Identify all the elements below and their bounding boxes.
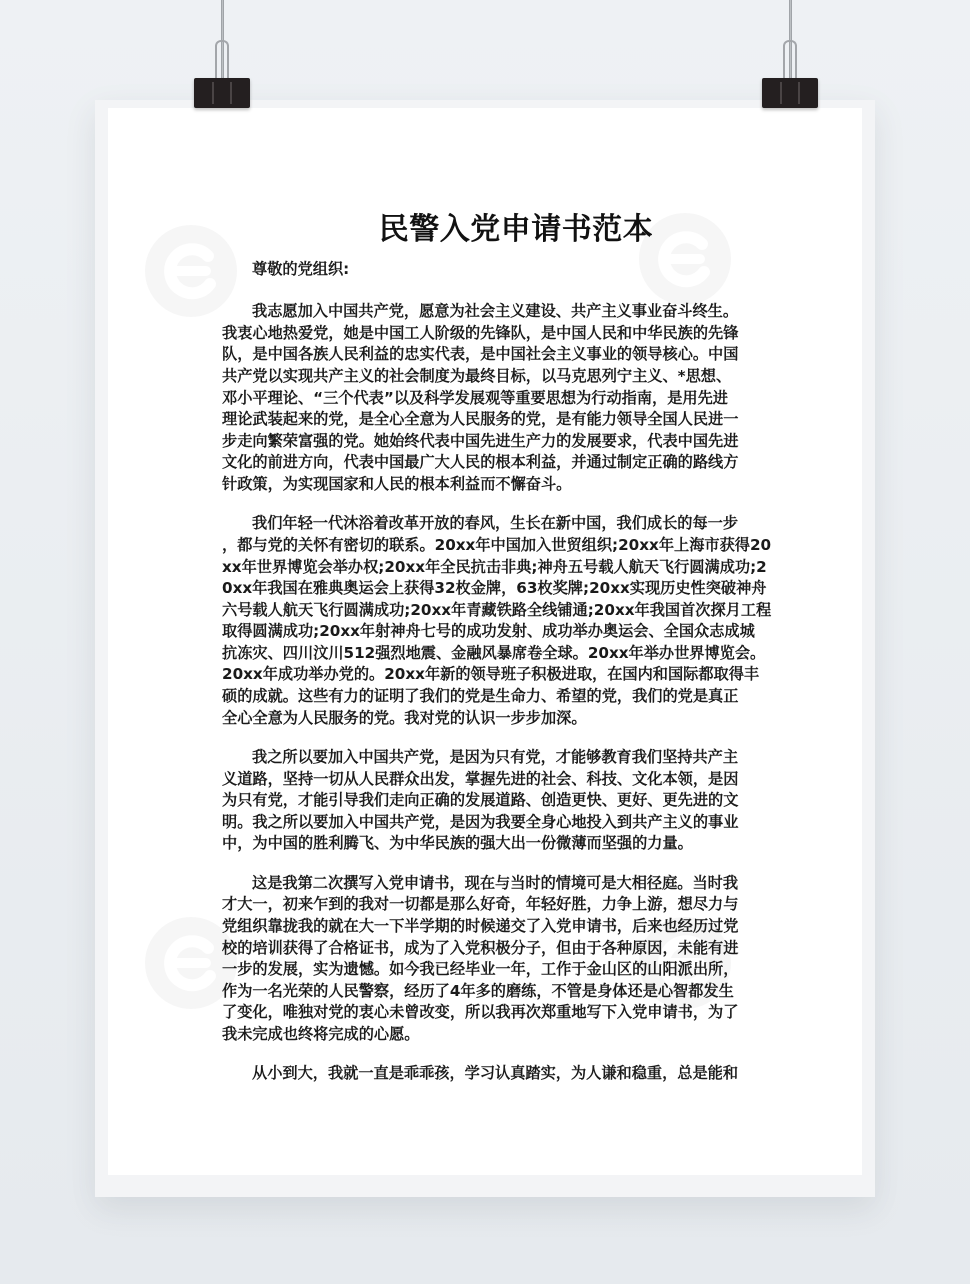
text-line: 我们年轻一代沐浴着改革开放的春风，生长在新中国，我们成长的每一步 (252, 514, 738, 533)
text-line: 针政策，为实现国家和人民的根本利益而不懈奋斗。 (222, 474, 572, 493)
text-line: 抗冻灾、四川汶川512强烈地震、金融风暴席卷全球。20xx年举办世界博览会。 (222, 643, 766, 662)
salutation: 尊敬的党组织: (252, 260, 350, 278)
text-line: 才大一，初来乍到的我对一切都是那么好奇，年轻好胜，力争上游，想尽力与 (222, 895, 739, 914)
text-line: 义道路，坚持一切从人民群众出发，掌握先进的社会、科技、文化本领，是因 (222, 769, 739, 788)
text-line: 我未完成也终将完成的心愿。 (222, 1024, 420, 1043)
text-line: 理论武装起来的党，是全心全意为人民服务的党，是有能力领导全国人民进一 (222, 410, 739, 429)
document-title: 民警入党申请书范本 (378, 212, 654, 247)
text-line: 邓小平理论、“三个代表”以及科学发展观等重要思想为行动指南，是用先进 (222, 388, 728, 407)
paragraph (222, 873, 771, 1046)
text-line: 了变化，唯独对党的衷心未曾改变，所以我再次郑重地写下入党申请书，为了 (222, 1003, 739, 1022)
text-line: 从小到大，我就一直是乖乖孩，学习认真踏实，为人谦和稳重，总是能和 (252, 1064, 738, 1083)
text-line: 一步的发展，实为遗憾。如今我已经毕业一年，工作于金山区的山阳派出所， (222, 960, 739, 979)
text-line: 全心全意为人民服务的党。我对党的认识一步步加深。 (222, 708, 587, 727)
text-line: 取得圆满成功;20xx年射神舟七号的成功发射、成功举办奥运会、全国众志成城 (222, 622, 755, 641)
text-line: 校的培训获得了合格证书，成为了入党积极分子，但由于各种原因，未能有进 (222, 938, 739, 957)
text-line: 队，是中国各族人民利益的忠实代表，是中国社会主义事业的领导核心。中国 (222, 345, 739, 364)
text-line: 步走向繁荣富强的党。她始终代表中国先进生产力的发展要求，代表中国先进 (222, 431, 739, 450)
text-line: ，都与党的关怀有密切的联系。20xx年中国加入世贸组织;20xx年上海市获得20 (222, 535, 772, 554)
text-line: 0xx年我国在雅典奥运会上获得32枚金牌，63枚奖牌;20xx实现历史性突破神舟 (222, 579, 767, 598)
binder-clip-icon (194, 78, 250, 108)
text-line: 我志愿加入中国共产党，愿意为社会主义建设、共产主义事业奋斗终生。 (252, 302, 738, 321)
text-line: xx年世界博览会举办权;20xx年全民抗击非典;神舟五号载人航天飞行圆满成功;2 (222, 557, 767, 576)
text-line: 我衷心地热爱党，她是中国工人阶级的先锋队，是中国人民和中华民族的先锋 (222, 323, 739, 342)
paragraph (222, 301, 771, 495)
paragraph (222, 747, 771, 855)
text-line: 明。我之所以要加入中国共产党，是因为我要全身心地投入到共产主义的事业 (222, 812, 739, 831)
text-line: 文化的前进方向，代表中国最广大人民的根本利益，并通过制定正确的路线方 (222, 453, 739, 472)
text-line: 我之所以要加入中国共产党，是因为只有党，才能够教育我们坚持共产主 (252, 748, 738, 767)
text-line: 共产党以实现共产主义的社会制度为最终目标，以马克思列宁主义、*思想、 (222, 366, 732, 385)
document-page (108, 108, 862, 1175)
binder-clip-icon (762, 78, 818, 108)
text-line: 六号载人航天飞行圆满成功;20xx年青藏铁路全线铺通;20xx年我国首次探月工程 (222, 600, 772, 619)
text-line: 这是我第二次撰写入党申请书，现在与当时的情境可是大相径庭。当时我 (252, 873, 738, 892)
document-body (222, 259, 771, 1085)
paragraph (222, 513, 771, 729)
text-line: 硕的成就。这些有力的证明了我们的党是生命力、希望的党，我们的党是真正 (222, 687, 739, 706)
text-line: 党组织靠拢我的就在大一下半学期的时候递交了入党申请书，后来也经历过党 (222, 917, 739, 936)
text-line: 为只有党，才能引导我们走向正确的发展道路、创造更快、更好、更先进的文 (222, 791, 739, 810)
text-line: 20xx年成功举办党的。20xx年新的领导班子积极进取，在国内和国际都取得丰 (222, 665, 760, 684)
paragraph (222, 1063, 771, 1085)
text-line: 中，为中国的胜利腾飞、为中华民族的强大出一份微薄而坚强的力量。 (222, 834, 693, 853)
text-line: 作为一名光荣的人民警察，经历了4年多的磨练，不管是身体还是心智都发生 (222, 981, 734, 1000)
